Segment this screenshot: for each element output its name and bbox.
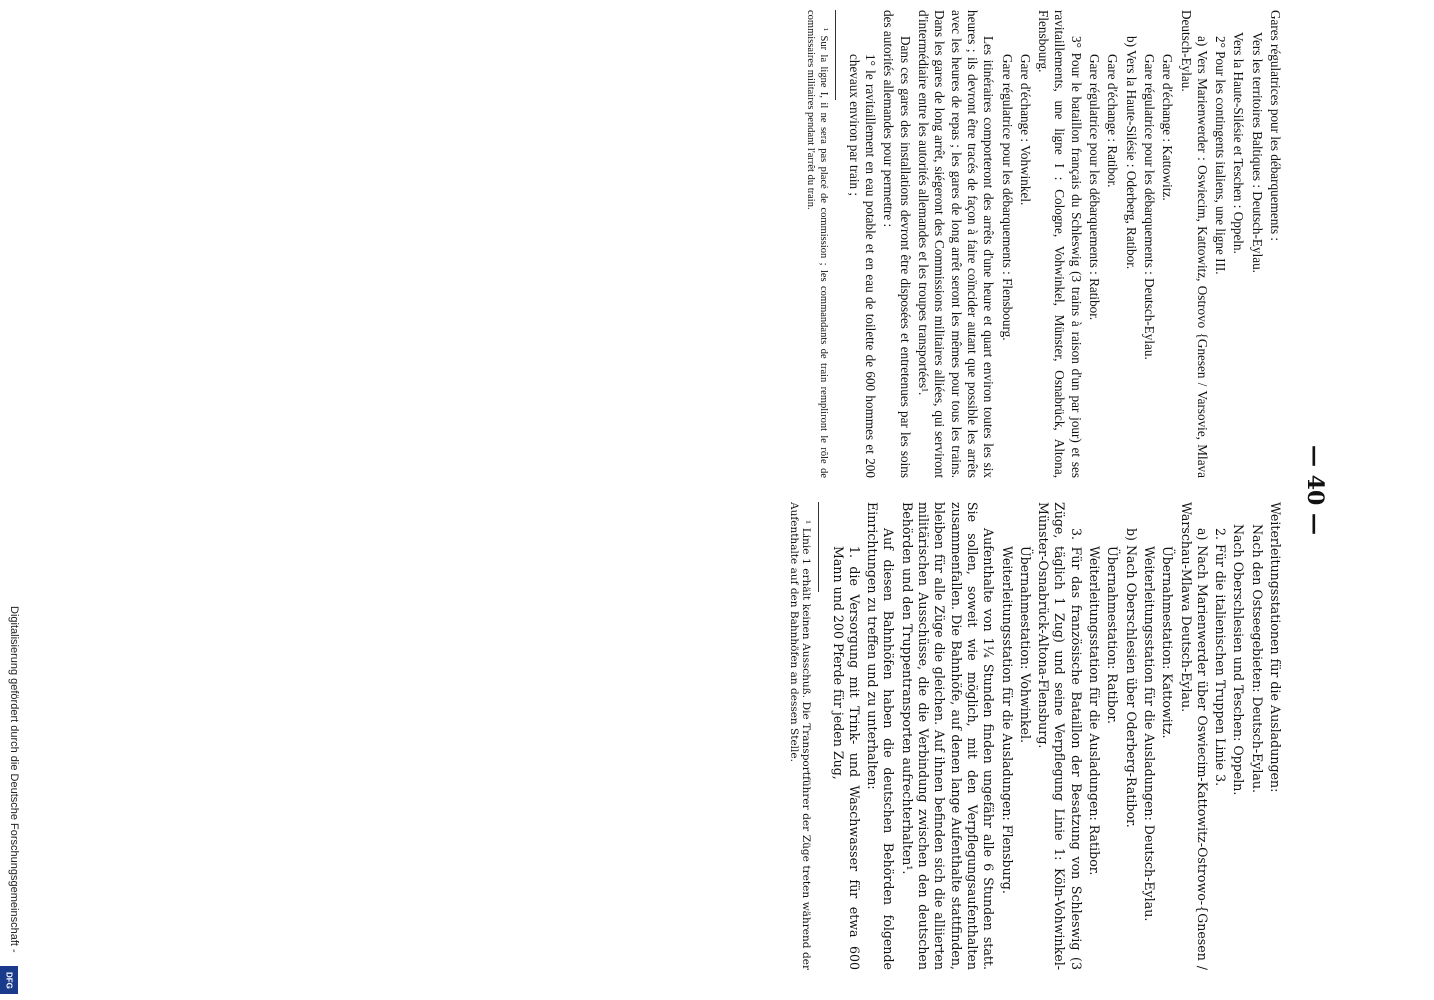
dfg-logo: DFG xyxy=(0,966,18,994)
de-line: Nach den Ostseegebieten: Deutsch-Eylau. xyxy=(1249,524,1265,794)
footnote-rule xyxy=(818,502,819,592)
de-paragraph: b) Nach Oberschlesien über Oderberg-Ratibor. xyxy=(1123,528,1139,828)
fr-paragraph: 3° Pour le bataillon français du Schleswig (3 trains à raison d'un par jour) et ses ravitaillements, une ligne I : Cologne, Vohwinkel, Münster, Osnabrück, Altona, Flensbourg. xyxy=(1036,10,1084,478)
de-paragraph: Auf diesen Bahnhöfen haben die deutschen Behörden folgende Einrichtungen zu treffen und zu unterhalten: xyxy=(865,502,897,970)
de-paragraph: 3. Für das französische Bataillon der Besatzung von Schleswig (3 Züge, täglich 1 Zug) und seine Verpflegung Linie 1: Köln-Vohwinkel-Münster-Osnabrück-Altona-Flensburg. xyxy=(1036,502,1084,970)
de-footnote: ¹ Linie 1 erhält keinen Ausschuß. Die Transportführer der Züge treten während der Aufenthalte auf den Bahnhöfen an dessen Stelle. xyxy=(787,502,813,970)
de-line: Weiterleitungsstation für die Ausladungen: Ratibor. xyxy=(1087,546,1103,876)
fr-line: Gare d'échange : Kattowitz. xyxy=(1160,54,1176,201)
fr-paragraph: b) Vers la Haute-Silésie : Oderberg, Ratibor. xyxy=(1123,36,1139,270)
french-column xyxy=(153,10,1283,478)
fr-line: Gare d'échange : Ratibor. xyxy=(1105,54,1121,188)
de-heading: Weiterleitungsstationen für die Ausladungen: xyxy=(1268,502,1283,793)
fr-paragraph: 1° le ravitaillement en eau potable et en eau de toilette de 600 hommes et 200 chevaux environ par train ; xyxy=(846,54,879,478)
fr-line: Gare régulatrice pour les débarquements : Deutsch-Eylau. xyxy=(1141,54,1157,360)
fr-heading: Gares régulatrices pour les débarquements : xyxy=(1268,10,1283,242)
fr-line: Vers les territoires Baltiques : Deutsch-Eylau. xyxy=(1249,32,1265,273)
de-line: Weiterleitungsstation für die Ausladungen: Flensburg. xyxy=(999,546,1015,894)
fr-line: Gare d'échange : Vohwinkel. xyxy=(1017,54,1033,206)
digitization-credit: Digitalisierung gefördert durch die Deutsche Forschungsgemeinschaft - xyxy=(8,606,20,953)
de-line: Übernahmestation: Vohwinkel. xyxy=(1017,546,1033,743)
fr-paragraph: 2° Pour les contingents italiens, une ligne III. xyxy=(1213,36,1229,275)
fr-line: Gare régulatrice pour les débarquements : Flensbourg. xyxy=(999,54,1015,341)
rotated-page xyxy=(145,10,1335,970)
de-paragraph: 2. Für die italienischen Truppen Linie 3. xyxy=(1213,528,1229,787)
de-paragraph: Aufenthalte von 1¼ Stunden finden ungefähr alle 6 Stunden statt. Sie sollen, soweit wie möglich, mit den Verpflegungsaufenthalten zusammenfallen. Die Bahnhöfe, auf denen lange Aufenthalte stattfinden, bleiben für alle Züge die gleichen. Auf ihnen befinden sich die alliierten militärischen Ausschüsse, die die Verbindung zwischen den deutschen Behörden und den Truppentransporten aufrechterhalten¹. xyxy=(899,502,997,970)
de-line: Übernahmestation: Ratibor. xyxy=(1105,546,1121,724)
fr-footnote: ¹ Sur la ligne I, il ne sera pas placé de commission ; les commandants de train rempliront le rôle de commissaires militaires pendant l'arrêt du train. xyxy=(805,10,829,478)
de-paragraph: 1. die Versorgung mit Trink- und Waschwasser für etwa 600 Mann und 200 Pferde für jeden Zug, xyxy=(830,546,862,970)
fr-line: Gare régulatrice pour les débarquements : Ratibor. xyxy=(1087,54,1103,321)
fr-paragraph: Les itinéraires comporteront des arrêts d'une heure et quart environ toutes les six heures ; ils devront être tracés de façon à faire coïncider autant que possible les arrêts avec les heures de repas ; les gares de long arrêt seront les mêmes pour tous les trains. Dans les gares de long arrêt, siégeront des Commissions militaires alliées, qui serviront d'intermédiaire entre les autorités allemandes et les troupes transportées¹. xyxy=(916,10,997,478)
fr-line: Vers la Haute-Silésie et Teschen : Oppeln. xyxy=(1231,32,1247,254)
de-line: Nach Oberschlesien und Teschen: Oppeln. xyxy=(1231,524,1247,796)
de-line: Übernahmestation: Kattowitz. xyxy=(1160,546,1176,739)
fr-paragraph: a) Vers Marienwerder : Oswiecim, Kattowitz, Ostrovo {Gnesen / Varsovie, Mlava Deutsch-Eylau. xyxy=(1178,10,1210,478)
german-column xyxy=(153,502,1283,970)
page-number: — 40 — xyxy=(1302,445,1328,535)
digitization-sidebar xyxy=(0,0,40,1000)
de-line: Weiterleitungsstation für die Ausladungen: Deutsch-Eylau. xyxy=(1141,546,1157,922)
de-paragraph: a) Nach Marienwerder über Oswiecim-Kattowitz-Ostrowo-{Gnesen / Warschau-Mlawa Deutsch-Eylau. xyxy=(1178,502,1210,970)
fr-paragraph: Dans ces gares des installations devront être disposées et entretenues par les soins des autorités allemandes pour permettre : xyxy=(881,10,913,478)
footnote-rule xyxy=(835,10,836,100)
